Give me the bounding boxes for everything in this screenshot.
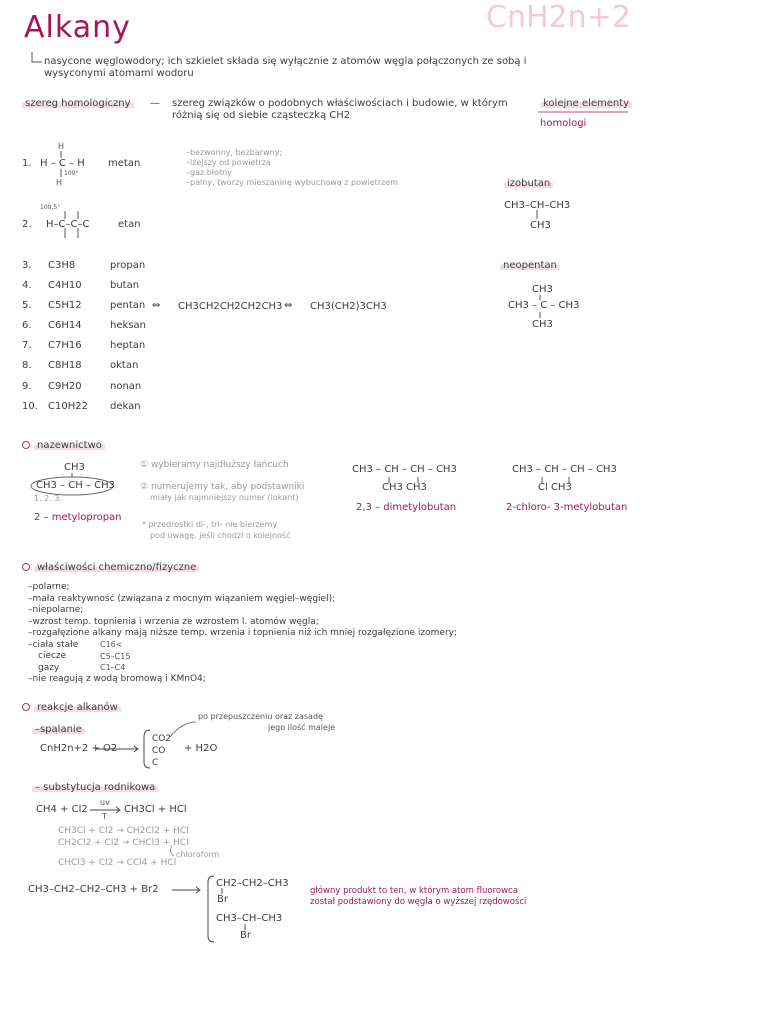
alkane-row [22, 320, 146, 331]
naming-rule-2a: numerujemy tak, aby podstawniki [150, 482, 305, 492]
methane-struct: H – C – H [40, 158, 85, 169]
alkane-formula: C8H18 [48, 360, 82, 371]
alkane-formula: C3H8 [48, 260, 76, 271]
isobutan-label: izobutan [504, 178, 553, 189]
main-note-1: główny produkt to ten, w którym atom fluorowca [310, 886, 518, 896]
ethane-angle: 109,5° [40, 204, 61, 211]
alkane-formula: C4H10 [48, 280, 82, 291]
naming-note-2: pod uwagę, jeśli chodzi o kolejność [150, 531, 291, 540]
alkane-number: 4. [22, 280, 32, 291]
naming-ex2-name: 2-chloro- 3-metylobutan [506, 502, 628, 513]
burn-product: C [152, 758, 159, 768]
props-states [100, 639, 130, 674]
homolog-homologi: homologi [540, 118, 587, 129]
alkane-row [22, 401, 141, 412]
naming-rule-2b: miały jak najmniejszy numer (lokant) [150, 493, 299, 502]
butane-prod-1-sub: Br [217, 894, 228, 905]
alkane-number: 5. [22, 300, 32, 311]
burn-lhs: CnH2n+2 + O2 [40, 743, 118, 754]
pentane-semi: CH3CH2CH2CH2CH3 [178, 301, 283, 312]
page-title: Alkany [24, 10, 131, 45]
alkane-name: etan [118, 219, 141, 230]
burn-label: –spalanie [32, 724, 85, 735]
ethane-struct: H–C–C–C [46, 219, 90, 230]
naming-ex1-line: CH3 – CH – CH – CH3 [352, 464, 457, 475]
alkane-name: nonan [110, 381, 142, 392]
props-label: właściwości chemiczno/fizyczne [34, 562, 199, 573]
props-item: –mała reaktywność (związana z mocnym wiązaniem węgiel–węgiel); [28, 593, 336, 604]
naming-rule-1-text: wybieramy najdłuższy łańcuch [150, 460, 289, 470]
burn-product: CO [152, 746, 166, 756]
props-item: –ciała stałe [28, 639, 79, 650]
props-item: –wzrost temp. topnienia i wrzenia ze wzrostem l. atomów węgla; [28, 616, 319, 627]
neopentan-label: neopentan [500, 260, 560, 271]
methane-note: –palny, tworzy mieszaninę wybuchową z powietrzem [186, 178, 398, 187]
methane-note: –gaz błotny [186, 168, 232, 177]
props-state: C16< [100, 640, 123, 649]
burn-water: + H2O [184, 743, 218, 754]
alkane-name: butan [110, 280, 140, 291]
subst-r1-product: CH3Cl + HCl [124, 804, 187, 815]
alkane-row [22, 300, 145, 311]
neopentan-top: CH3 [532, 284, 553, 295]
intro-line-2: wysyconymi atomami wodoru [44, 68, 194, 79]
subst-r4: CHCl3 + Cl2 → CCl4 + HCl [58, 858, 177, 868]
props-item: –rozgałęzione alkany mają niższe temp. wrzenia i topnienia niż ich mniej rozgałęzione izomery; [28, 628, 458, 638]
intro-line-1: nasycone węglowodory; ich szkielet składa się wyłącznie z atomów węgla połączonych ze sobą i [44, 56, 527, 67]
methane-angle: 109° [64, 170, 79, 177]
butane-prod-2-sub: Br [240, 930, 251, 941]
alkane-number: 6. [22, 320, 32, 331]
methane-h-top: H [58, 142, 65, 151]
props-state: C1–C4 [100, 663, 126, 672]
props-item: –nie reagują z wodą bromową i KMnO4; [28, 674, 206, 684]
methane-notes [186, 148, 398, 188]
bullet-icon [22, 563, 30, 571]
neopentan-mid: CH3 – C – CH3 [508, 300, 580, 311]
reactions-label: reakcje alkanów [34, 702, 121, 713]
alkane-row [22, 340, 145, 351]
props-item: ciecze [38, 651, 67, 661]
alkane-number: 8. [22, 360, 32, 371]
neopentan-bottom: CH3 [532, 319, 553, 330]
naming-result: 2 – metylopropan [34, 512, 122, 523]
burn-products [152, 733, 171, 769]
naming-chain: CH3 – CH – CH3 [36, 480, 115, 491]
alkane-formula: C6H14 [48, 320, 82, 331]
alkane-formula: C7H16 [48, 340, 82, 351]
methane-h-bottom: H [56, 178, 63, 187]
props-item: –niepolarne; [28, 605, 84, 615]
homolog-def-2: różnią się od siebie cząsteczką CH2 [172, 110, 351, 121]
pentane-arrow-1: ⇔ [152, 300, 161, 311]
methane-note: –lżejszy od powietrza [186, 158, 271, 167]
butane-reaction: CH3–CH2–CH2–CH3 + Br2 [28, 884, 159, 895]
alkane-number: 3. [22, 260, 32, 271]
alkane-row [22, 158, 141, 169]
homolog-dash: — [150, 98, 160, 109]
pentane-condensed: CH3(CH2)3CH3 [310, 301, 387, 312]
alkane-number: 9. [22, 381, 32, 392]
bullet-icon [22, 703, 30, 711]
homolog-def-1: szereg związków o podobnych właściwościach i budowie, w którym [172, 98, 508, 109]
props-item: gazy [38, 662, 60, 673]
pentane-arrow-2: ⇔ [284, 300, 293, 311]
homolog-label: szereg homologiczny [22, 98, 134, 109]
isobutan-line-1: CH3–CH–CH3 [504, 200, 571, 211]
naming-note-1: * przedrostki di-, tri- nie bierzemy [142, 520, 278, 529]
naming-top: CH3 [64, 462, 85, 473]
alkane-formula: C9H20 [48, 381, 82, 392]
alkane-name: dekan [110, 401, 141, 412]
alkane-row [22, 280, 139, 291]
isobutan-line-2: CH3 [530, 220, 551, 231]
alkane-number: 2. [22, 219, 32, 230]
naming-ex2-sub: Cl CH3 [538, 482, 572, 493]
alkane-name: propan [110, 260, 146, 271]
subst-r3: CH2Cl2 + Cl2 → CHCl3 + HCl [58, 838, 189, 848]
subst-r1-cond-top: uv [100, 798, 110, 807]
alkane-name: heksan [110, 320, 146, 331]
alkane-name: oktan [110, 360, 139, 371]
alkane-row [22, 360, 138, 371]
subst-r1-cond-bottom: T [102, 812, 107, 821]
methane-note: –bezwonny, bezbarwny; [186, 148, 283, 157]
alkane-row [22, 260, 145, 271]
naming-rule-2: ② numerujemy tak, aby podstawniki [140, 482, 305, 492]
ghost-formula: CnH2n+2 [486, 0, 631, 35]
butane-prod-1: CH2–CH2–CH3 [216, 878, 289, 889]
burn-note-1: po przepuszczeniu oraz zasadę [198, 712, 323, 721]
alkane-number: 7. [22, 340, 32, 351]
subst-r1: CH4 + Cl2 [36, 804, 88, 815]
naming-ex1-sub: CH3 CH3 [382, 482, 427, 493]
subst-label: – substytucja rodnikowa [32, 782, 158, 793]
alkane-row [22, 219, 141, 230]
alkane-number: 10. [22, 401, 38, 412]
props-state: C5–C15 [100, 651, 131, 661]
props-list [28, 582, 457, 686]
alkane-name: pentan [110, 300, 146, 311]
alkane-name: heptan [110, 340, 146, 351]
homolog-kolejne: kolejne elementy [540, 98, 632, 109]
naming-ex1-name: 2,3 – dimetylobutan [356, 502, 457, 513]
naming-rule-1: ① wybieramy najdłuższy łańcuch [140, 460, 289, 470]
burn-product: CO2 [152, 734, 172, 744]
subst-chloroform: chloroform [176, 850, 220, 859]
alkane-name: metan [108, 158, 141, 169]
alkane-formula: C10H22 [48, 401, 88, 412]
alkane-formula: C5H12 [48, 300, 82, 311]
alkane-row [22, 381, 141, 392]
bullet-icon [22, 441, 30, 449]
burn-note-2: jego ilość maleje [268, 723, 336, 732]
alkane-number: 1. [22, 158, 32, 169]
props-item: –polarne; [28, 582, 70, 592]
naming-nums: 1. 2. 3. [34, 494, 62, 503]
main-note-2: został podstawiony do węgla o wyższej rzędowości [310, 897, 527, 907]
naming-ex2-line: CH3 – CH – CH – CH3 [512, 464, 617, 475]
naming-label: nazewnictwo [34, 440, 105, 451]
subst-r2: CH3Cl + Cl2 → CH2Cl2 + HCl [58, 826, 189, 836]
butane-prod-2: CH3–CH–CH3 [216, 913, 283, 924]
